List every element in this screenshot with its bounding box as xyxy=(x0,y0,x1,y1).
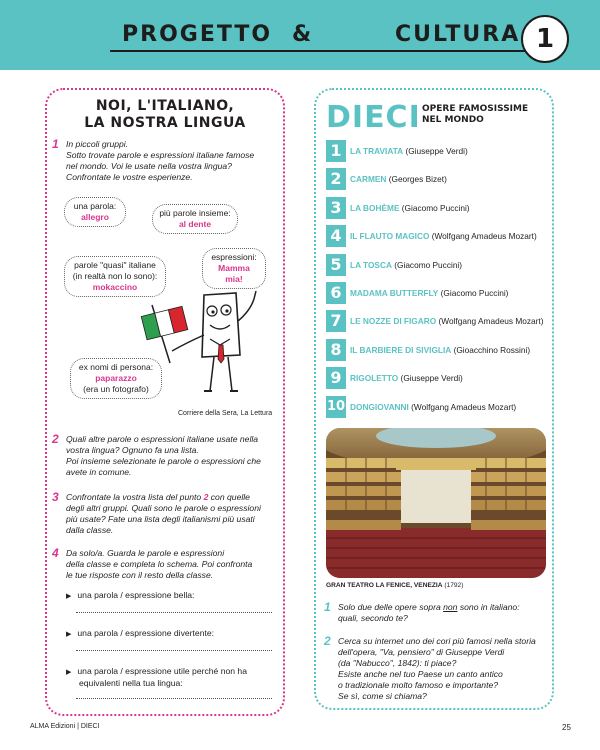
opera-entry xyxy=(350,174,447,184)
question-2-number: 2 xyxy=(324,634,331,648)
bullet-divertente xyxy=(66,628,214,638)
opera-row xyxy=(326,367,556,389)
opera-number-badge: 5 xyxy=(326,254,346,276)
section-4-line: le tue risposte con il resto della classe. xyxy=(66,570,214,580)
section-1-line: Sotto trovate parole e espressioni italiane famose xyxy=(66,150,255,160)
opera-number-badge: 3 xyxy=(326,197,346,219)
section-2-number: 2 xyxy=(52,432,59,446)
question-1-text-part: sono in italiano: xyxy=(457,602,520,612)
dieci-subtitle xyxy=(422,104,528,126)
opera-number-badge: 9 xyxy=(326,367,346,389)
question-2-line: Esiste anche nel tuo Paese un canto antico xyxy=(338,669,503,679)
section-3-text-part: Confrontate la vostra lista del punto xyxy=(66,492,204,502)
section-1-line: nel mondo. Voi le usate nella vostra lingua? xyxy=(66,161,232,171)
opera-title: RIGOLETTO xyxy=(350,373,399,384)
opera-title: LA BOHÈME xyxy=(350,202,400,213)
dieci-subtitle-line: OPERE FAMOSISSIME xyxy=(422,104,529,114)
photo-caption-year: (1792) xyxy=(442,582,464,589)
section-2-line: Quali altre parole o espressioni italiane usate nella xyxy=(66,434,259,444)
section-3-text-part: con quelle xyxy=(208,492,250,502)
section-3-ref-number: 2 xyxy=(203,492,209,502)
left-title-line1: NOI, L'ITALIANO, xyxy=(95,98,235,114)
opera-title: LE NOZZE DI FIGARO xyxy=(350,316,437,327)
left-title-line2: LA NOSTRA LINGUA xyxy=(84,115,246,131)
question-1-text xyxy=(338,602,520,624)
opera-number-badge: 6 xyxy=(326,282,346,304)
opera-composer: (Giuseppe Verdi) xyxy=(403,146,468,156)
opera-title: IL BARBIERE DI SIVIGLIA xyxy=(350,344,452,355)
answer-line-divertente[interactable] xyxy=(76,650,272,651)
page-number: 25 xyxy=(562,723,571,732)
question-2-line: Se sì, come si chiama? xyxy=(338,691,427,701)
section-3-line xyxy=(66,492,261,503)
section-3-text xyxy=(66,492,261,536)
bubble-espressioni xyxy=(202,248,266,289)
opera-entry xyxy=(350,316,544,326)
left-title xyxy=(45,98,285,132)
section-3-line: dalla classe. xyxy=(66,525,114,535)
header-progetto: PROGETTO xyxy=(122,22,273,47)
question-2-line: dell'opera, "Va, pensiero" di Giuseppe Verdi xyxy=(338,647,505,657)
bullet-bella xyxy=(66,590,194,600)
question-1-line: quali, secondo te? xyxy=(338,613,408,623)
opera-row xyxy=(326,168,556,190)
bubble-label: (in realtà non lo sono): xyxy=(72,271,158,281)
bubble-note: (era un fotografo) xyxy=(83,384,149,394)
bubble-example: Mamma mia! xyxy=(218,263,250,284)
opera-title: MADAMA BUTTERFLY xyxy=(350,288,439,298)
answer-line-utile[interactable] xyxy=(76,698,272,699)
header-rule xyxy=(110,50,530,52)
opera-entry xyxy=(350,402,516,412)
question-2-line: (da "Nabucco", 1842): ti piace? xyxy=(338,658,457,668)
opera-number-badge: 2 xyxy=(326,168,346,190)
opera-entry xyxy=(350,373,463,383)
bullet-label: equivalenti nella tua lingua: xyxy=(79,678,183,688)
opera-number-badge: 1 xyxy=(326,140,346,162)
triangle-bullet-icon: ▶ xyxy=(66,593,72,600)
opera-number-badge: 7 xyxy=(326,310,346,332)
opera-composer: (Giacomo Puccini) xyxy=(399,202,470,213)
question-2-line: Cerca su internet uno dei cori più famosi nella storia xyxy=(338,636,536,646)
la-fenice-theatre-photo xyxy=(326,428,546,578)
bubble-label: parole "quasi" italiane xyxy=(74,260,156,270)
opera-row xyxy=(326,225,556,247)
opera-row xyxy=(326,396,556,418)
opera-composer: (Wolfgang Amadeus Mozart) xyxy=(429,231,537,242)
section-2-text xyxy=(66,434,261,478)
header-cultura: CULTURA xyxy=(395,22,521,47)
bubble-piu-parole xyxy=(152,204,238,234)
dieci-subtitle-line: NEL MONDO xyxy=(422,115,484,125)
opera-entry xyxy=(350,260,462,270)
photo-caption xyxy=(326,582,463,589)
opera-number-badge: 4 xyxy=(326,225,346,247)
opera-number-badge: 8 xyxy=(326,339,346,361)
opera-title: DONGIOVANNI xyxy=(350,401,409,412)
illustration-credit: Corriere della Sera, La Lettura xyxy=(178,410,273,417)
opera-entry xyxy=(350,231,537,241)
unit-number-badge: 1 xyxy=(521,15,569,63)
opera-row xyxy=(326,310,556,332)
bubble-label: una parola: xyxy=(73,201,117,211)
character-with-italian-flag-illustration xyxy=(140,285,270,403)
section-4-line: Da solo/a. Guarda le parole e espressioni xyxy=(66,548,225,558)
opera-composer: (Gioacchino Rossini) xyxy=(451,344,531,355)
opera-composer: (Giacomo Puccini) xyxy=(391,259,463,270)
dieci-heading: DIECI xyxy=(326,100,421,135)
section-3-line: degli altri gruppi. Quali sono le parole o espressioni xyxy=(66,503,261,513)
opera-composer: (Wolfgang Amadeus Mozart) xyxy=(408,401,517,412)
opera-row xyxy=(326,339,556,361)
opera-entry xyxy=(350,345,530,355)
opera-number-badge: 10 xyxy=(326,396,346,418)
section-2-line: Poi insieme selezionate le parole o espressioni che xyxy=(66,456,261,466)
section-2-line: vostra lingua? Ognuno fa una lista. xyxy=(66,445,199,455)
opera-entry xyxy=(350,288,508,298)
section-3-line: più usate? Fate una lista degli italianismi più usati xyxy=(66,514,255,524)
photo-caption-title: GRAN TEATRO LA FENICE, VENEZIA xyxy=(326,582,443,589)
section-1-line: In piccoli gruppi. xyxy=(66,139,129,149)
section-4-text xyxy=(66,548,252,581)
bubble-label: ex nomi di persona: xyxy=(78,362,154,372)
opera-composer: (Giacomo Puccini) xyxy=(438,288,509,298)
opera-title: LA TRAVIATA xyxy=(350,146,404,156)
triangle-bullet-icon: ▶ xyxy=(66,631,72,638)
bubble-una-parola xyxy=(64,197,126,227)
question-1-line xyxy=(338,602,520,613)
opera-composer: (Wolfgang Amadeus Mozart) xyxy=(436,316,544,327)
section-1-line: Confrontate le vostre esperienze. xyxy=(66,172,193,182)
bubble-label: più parole insieme: xyxy=(159,208,231,218)
opera-row xyxy=(326,197,556,219)
opera-composer: (Georges Bizet) xyxy=(386,174,447,185)
bubble-example: al dente xyxy=(178,219,212,229)
opera-title: IL FLAUTO MAGICO xyxy=(350,231,430,242)
opera-row xyxy=(326,254,556,276)
question-2-text xyxy=(338,636,536,702)
bullet-label: una parola / espressione bella: xyxy=(77,590,195,600)
opera-entry xyxy=(350,146,468,156)
question-2-line: o tradizionale molto famoso e importante? xyxy=(338,680,499,690)
footer-publisher: ALMA Edizioni | DIECI xyxy=(30,723,100,730)
section-1-number: 1 xyxy=(52,137,59,151)
bullet-utile xyxy=(66,666,247,689)
section-2-line: avete in comune. xyxy=(66,467,132,477)
question-1-emphasis: non xyxy=(443,602,458,612)
opera-row xyxy=(326,282,556,304)
section-4-line: della classe e completa lo schema. Poi confronta xyxy=(66,559,253,569)
question-1-text-part: Solo due delle opere sopra xyxy=(338,602,444,612)
opera-title: LA TOSCA xyxy=(350,259,392,270)
opera-row xyxy=(326,140,556,162)
answer-line-bella[interactable] xyxy=(76,612,272,613)
triangle-bullet-icon: ▶ xyxy=(66,669,72,676)
bullet-label: una parola / espressione utile perché non ha xyxy=(77,666,247,676)
section-1-text xyxy=(66,139,254,183)
bubble-label: espressioni: xyxy=(211,252,257,262)
bullet-label: una parola / espressione divertente: xyxy=(77,628,215,638)
section-3-number: 3 xyxy=(52,490,59,504)
section-4-number: 4 xyxy=(52,546,59,560)
opera-title: CARMEN xyxy=(350,174,387,185)
opera-composer: (Giuseppe Verdi) xyxy=(398,373,463,384)
bubble-example: paparazzo xyxy=(95,373,137,383)
opera-entry xyxy=(350,203,470,213)
bubble-example: mokaccino xyxy=(92,282,138,292)
question-1-number: 1 xyxy=(324,600,331,614)
header-ampersand: & xyxy=(292,22,314,47)
bubble-example: allegro xyxy=(81,212,109,222)
